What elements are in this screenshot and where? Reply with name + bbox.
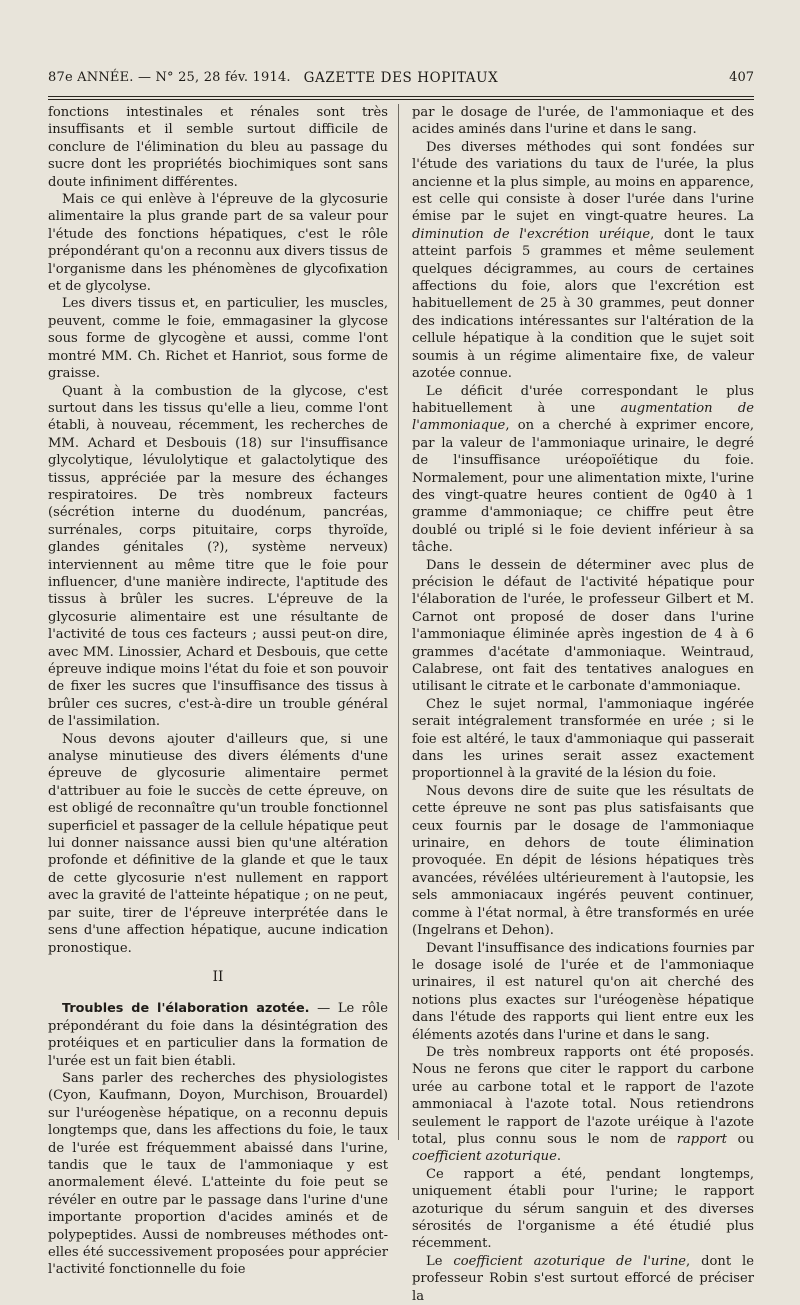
paragraph: Dans le dessein de déterminer avec plus de précision le défaut de l'activité hépatique pour l'élaboration de l'urée, le professeur Gilbert et M. Carnot ont proposé de doser dans l'urine l'ammoniaque éliminée après ingestion de 4 à 6 grammes d'acétate d'ammoniaque. Weintraud, Calabrese, ont fait des tentatives analogues en utilisant le citrate et le carbonate d'ammoniaque. xyxy=(412,557,754,695)
header-rule-bottom xyxy=(48,99,754,100)
issue-info: 87e ANNÉE. — N° 25, 28 fév. 1914. xyxy=(48,70,291,85)
paragraph: Mais ce qui enlève à l'épreuve de la glycosurie alimentaire la plus grande part de sa valeur pour l'étude des fonctions hépatiques, c'est le rôle prépondérant qu'on a reconnu aux divers tissus de l'organisme dans les phénomènes de glycofixation et de glycolyse. xyxy=(48,192,388,295)
column-divider xyxy=(398,104,399,1140)
emphasis: diminution de l'excrétion uréique xyxy=(412,226,651,242)
paragraph: Quant à la combustion de la glycose, c'est surtout dans les tissus qu'elle a lieu, comme l'ont établi, à nouveau, récemment, les recherches de MM. Achard et Desbouis (18) sur l'insuffisance glycolytique, lévulolytique et galactolytique des tissus, appréciée par la mesure des échanges respiratoires. De très nombreux facteurs (sécrétion interne du duodénum, pancréas, surrénales, corps pituitaire, corps thyroïde, glandes génitales (?), système nerveux) interviennent au même titre que le foie pour influencer, d'une manière indirecte, l'aptitude des tissus à brûler les sucres. L'épreuve de la glycosurie alimentaire est une résultante de l'activité de tous ces facteurs ; aussi peut-on dire, avec MM. Linossier, Achard et Desbouis, que cette épreuve indique moins l'état du foie et son pouvoir de fixer les sucres que l'insuffisance des tissus à brûler ces sucres, c'est-à-dire un trouble général de l'assimilation. xyxy=(48,383,388,730)
paragraph xyxy=(412,139,754,383)
section-heading: Troubles de l'élaboration azotée. xyxy=(62,1001,310,1017)
emphasis: rapport xyxy=(676,1131,727,1147)
paragraph: Les divers tissus et, en particulier, les muscles, peuvent, comme le foie, emmagasiner la glycose sous forme de glycogène et aussi, comme l'ont montré MM. Ch. Richet et Hanriot, sous forme de graisse. xyxy=(48,296,388,382)
paragraph: Nous devons dire de suite que les résultats de cette épreuve ne sont pas plus satisfaisants que ceux fournis par le dosage de l'ammoniaque urinaire, en dehors de toute élimination provoquée. En dépit de lésions hépatiques très avancées, révélées ultérieurement à l'autopsie, les sels ammoniacaux ingérés peuvent continuer, comme à l'état normal, à être transformés en urée (Ingelrans et Dehon). xyxy=(412,783,754,939)
paragraph-text: ou xyxy=(726,1131,754,1147)
paragraph: Devant l'insuffisance des indications fournies par le dosage isolé de l'urée et de l'ammoniaque urinaires, il est naturel qu'on ait cherché des notions plus exactes sur l'uréogenèse hépatique dans l'étude des rapports qui lient entre eux les éléments azotés dans l'urine et dans le sang. xyxy=(412,940,754,1043)
emphasis: augmentation de l'ammoniaque xyxy=(412,400,754,434)
paragraph-text: , dont le professeur Robin s'est surtout efforcé de préciser la xyxy=(412,1253,754,1304)
page-number: 407 xyxy=(729,70,754,85)
paragraph-text: Le déficit d'urée correspondant le plus habituellement à une xyxy=(412,383,754,416)
paragraph-text: Des diverses méthodes qui sont fondées sur l'étude des variations du taux de l'urée, la plus ancienne et la plus simple, au moins en apparence, est celle qui consiste à doser l'urée dans l'urine émise par le sujet en vingt-quatre heures. La xyxy=(412,139,754,225)
right-column xyxy=(412,104,754,1304)
journal-title: GAZETTE DES HOPITAUX xyxy=(303,70,499,86)
emphasis: coefficient azoturique de l'urine xyxy=(453,1253,686,1269)
paragraph: par le dosage de l'urée, de l'ammoniaque et des acides aminés dans l'urine et dans le sang. xyxy=(412,105,754,138)
left-column xyxy=(48,104,388,1278)
section-number: II xyxy=(212,968,224,985)
paragraph xyxy=(412,383,754,557)
paragraph: Ce rapport a été, pendant longtemps, uniquement établi pour l'urine; le rapport azoturique du sérum sanguin et des diverses sérosités de l'organisme a été étudié plus récemment. xyxy=(412,1166,754,1252)
page-header xyxy=(48,70,754,92)
section-paragraph xyxy=(48,1000,388,1070)
paragraph: Sans parler des recherches des physiologistes (Cyon, Kaufmann, Doyon, Murchison, Brouardel) sur l'uréogenèse hépatique, on a reconnu depuis longtemps que, dans les affections du foie, le taux de l'urée est fréquemment abaissé dans l'urine, tandis que le taux de l'ammoniaque y est anormalement élevé. L'atteinte du foie peut se révéler en outre par le passage dans l'urine d'une importante proportion d'acides aminés et de polypeptides. Aussi de nombreuses méthodes ont-elles été successivement proposées pour apprécier l'activité fonctionnelle du foie xyxy=(48,1070,388,1278)
paragraph-text: Le xyxy=(426,1253,454,1269)
paragraph-text: De très nombreux rapports ont été proposés. Nous ne ferons que citer le rapport du carbone urée au carbone total et le rapport de l'azote ammoniacal à l'azote total. Nous retiendrons seulement le rapport de l'azote uréique à l'azote total, plus connu sous le nom de xyxy=(412,1044,754,1147)
paragraph-text: , on a cherché à exprimer encore, par la valeur de l'ammoniaque urinaire, le degré de l'insuffisance uréopoïétique du foie. Normalement, pour une alimentation mixte, l'urine des vingt-quatre heures contient de 0g40 à 1 gramme d'ammoniaque; ce chiffre peut être doublé ou triplé si le foie devient inférieur à sa tâche. xyxy=(412,418,754,556)
paragraph xyxy=(412,1253,754,1305)
emphasis: coefficient azoturique xyxy=(412,1149,557,1165)
header-rule-top xyxy=(48,96,754,97)
paragraph-text: . xyxy=(556,1149,562,1165)
paragraph-text: — Le rôle prépondérant du foie dans la désintégration des protéiques et en particulier dans la formation de l'urée est un fait bien établi. xyxy=(48,1001,388,1069)
paragraph: fonctions intestinales et rénales sont très insuffisants et il semble surtout difficile de conclure de l'élimination du bleu au passage du sucre dont les propriétés biochimiques sont sans doute infiniment différentes. xyxy=(48,105,388,190)
paragraph xyxy=(412,1044,754,1166)
paragraph: Nous devons ajouter d'ailleurs que, si une analyse minutieuse des divers éléments d'une épreuve de glycosurie alimentaire permet d'attribuer au foie le succès de cette épreuve, on est obligé de reconnaître qu'un trouble fonctionnel superficiel et passager de la cellule hépatique peut lui donner naissance aussi bien qu'une altération profonde et définitive de la glande et que le taux de cette glycosurie n'est nullement en rapport avec la gravité de l'atteinte hépatique ; on ne peut, par suite, tirer de l'épreuve interprétée dans le sens d'une affection hépatique, aucune indication pronostique. xyxy=(48,731,388,956)
paragraph-text: , dont le taux atteint parfois 5 grammes et même seulement quelques décigrammes, au cours de certaines affections du foie, alors que l'excrétion est habituellement de 25 à 30 grammes, peut donner des indications intéressantes sur l'altération de la cellule hépatique à la condition que le sujet soit soumis à un régime alimentaire fixe, de valeur azotée connue. xyxy=(412,226,754,382)
paragraph: Chez le sujet normal, l'ammoniaque ingérée serait intégralement transformée en urée ; si le foie est altéré, le taux d'ammoniaque qui passerait dans les urines serait assez exactement proportionnel à la gravité de la lésion du foie. xyxy=(412,696,754,782)
